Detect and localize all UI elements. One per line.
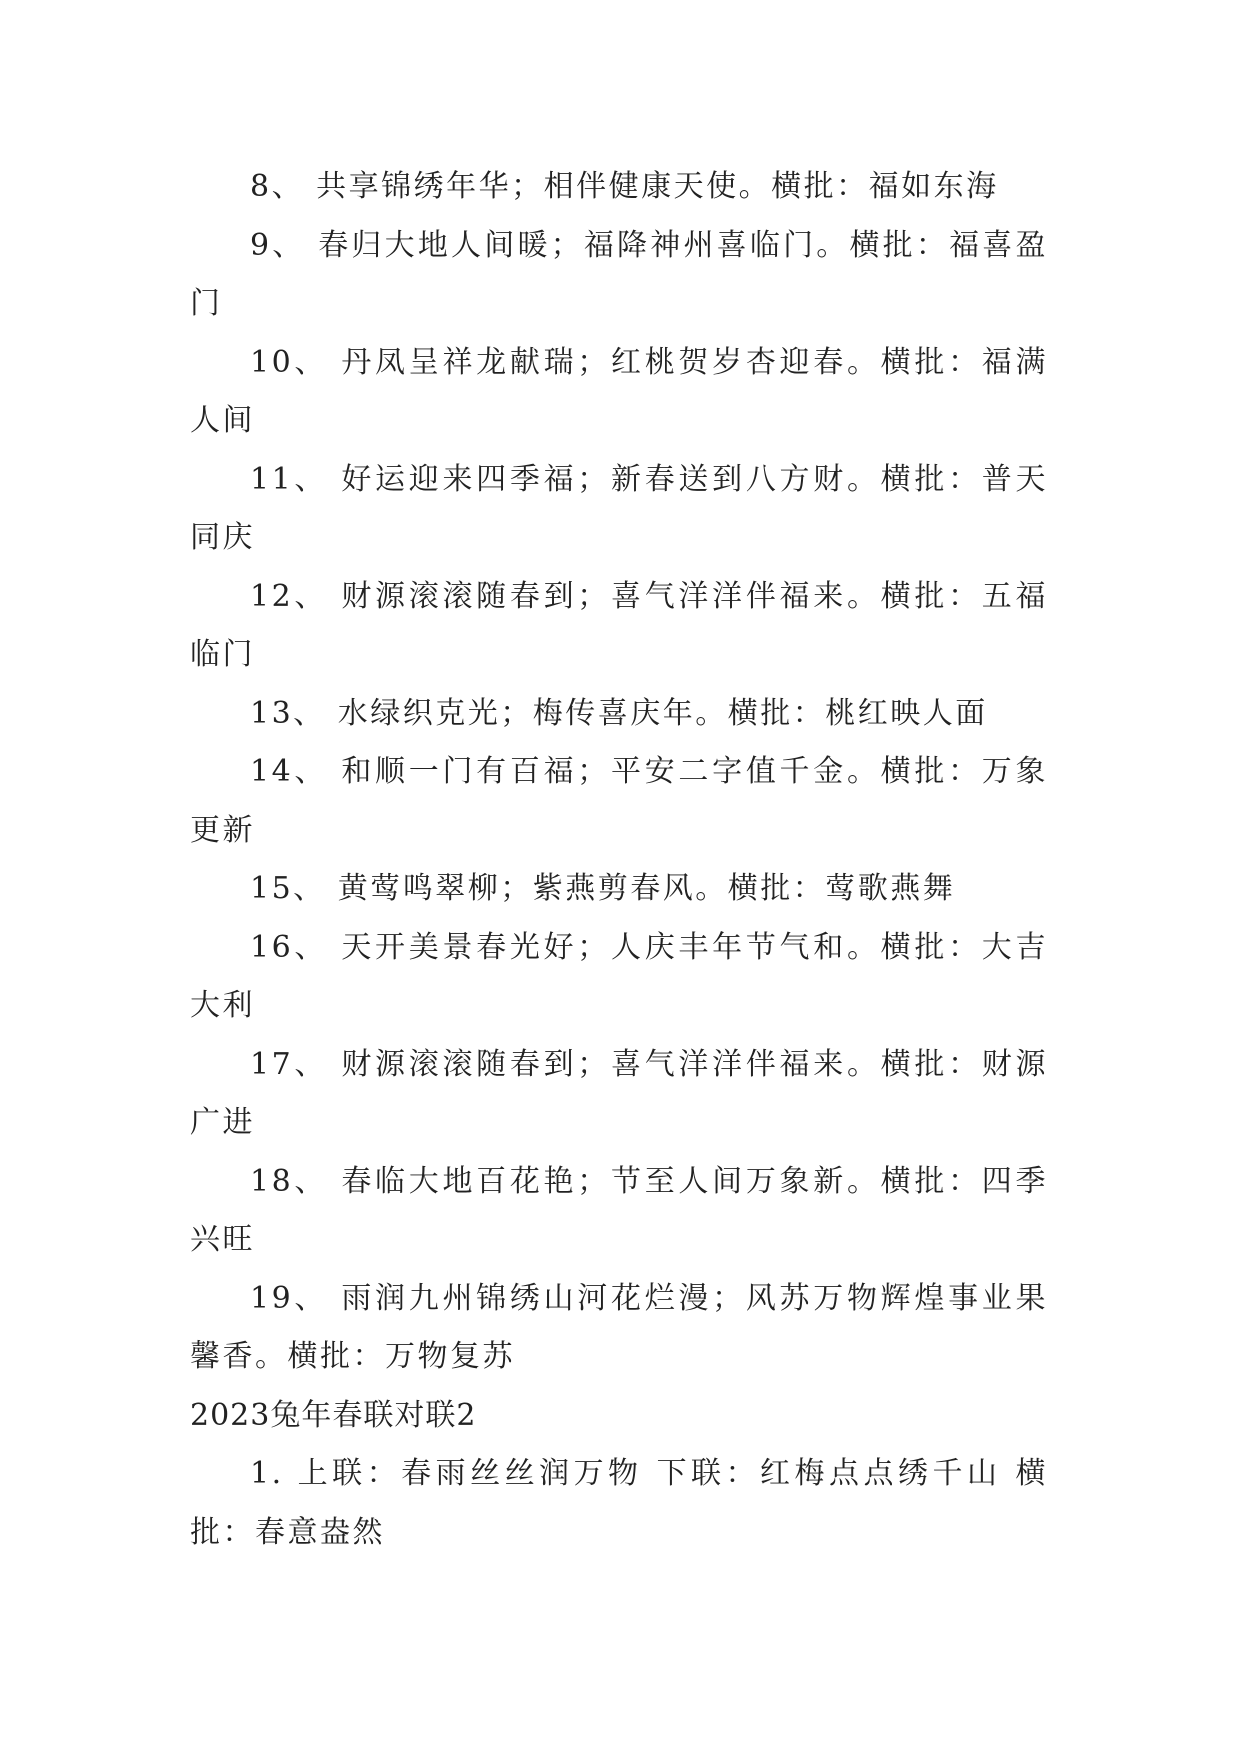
couplet-item-1: 1. 上联：春雨丝丝润万物 下联：红梅点点绣千山 横批：春意盎然 bbox=[190, 1456, 1048, 1550]
section-heading: 2023兔年春联对联2 bbox=[190, 1397, 477, 1433]
couplet-item-13: 13、 水绿织克光；梅传喜庆年。横批：桃红映人面 bbox=[250, 695, 988, 731]
document-body bbox=[190, 158, 1048, 1562]
couplet-item-17: 17、 财源滚滚随春到；喜气洋洋伴福来。横批：财源广进 bbox=[190, 1046, 1048, 1140]
couplet-item-11: 11、 好运迎来四季福；新春送到八方财。横批：普天同庆 bbox=[190, 461, 1048, 555]
couplet-item-15: 15、 黄莺鸣翠柳；紫燕剪春风。横批：莺歌燕舞 bbox=[250, 871, 956, 906]
couplet-item-16: 16、 天开美景春光好；人庆丰年节气和。横批：大吉大利 bbox=[190, 929, 1048, 1023]
couplet-item-8: 8、 共享锦绣年华；相伴健康天使。横批：福如东海 bbox=[250, 169, 999, 204]
couplet-item-9: 9、 春归大地人间暖；福降神州喜临门。横批：福喜盈门 bbox=[190, 227, 1048, 321]
couplet-item-19: 19、 雨润九州锦绣山河花烂漫；风苏万物辉煌事业果馨香。横批：万物复苏 bbox=[190, 1280, 1048, 1374]
couplet-item-14: 14、 和顺一门有百福；平安二字值千金。横批：万象更新 bbox=[190, 754, 1048, 848]
couplet-item-12: 12、 财源滚滚随春到；喜气洋洋伴福来。横批：五福临门 bbox=[190, 578, 1048, 672]
couplet-item-10: 10、 丹凤呈祥龙献瑞；红桃贺岁杏迎春。横批：福满人间 bbox=[190, 344, 1048, 438]
couplet-item-18: 18、 春临大地百花艳；节至人间万象新。横批：四季兴旺 bbox=[190, 1163, 1048, 1257]
